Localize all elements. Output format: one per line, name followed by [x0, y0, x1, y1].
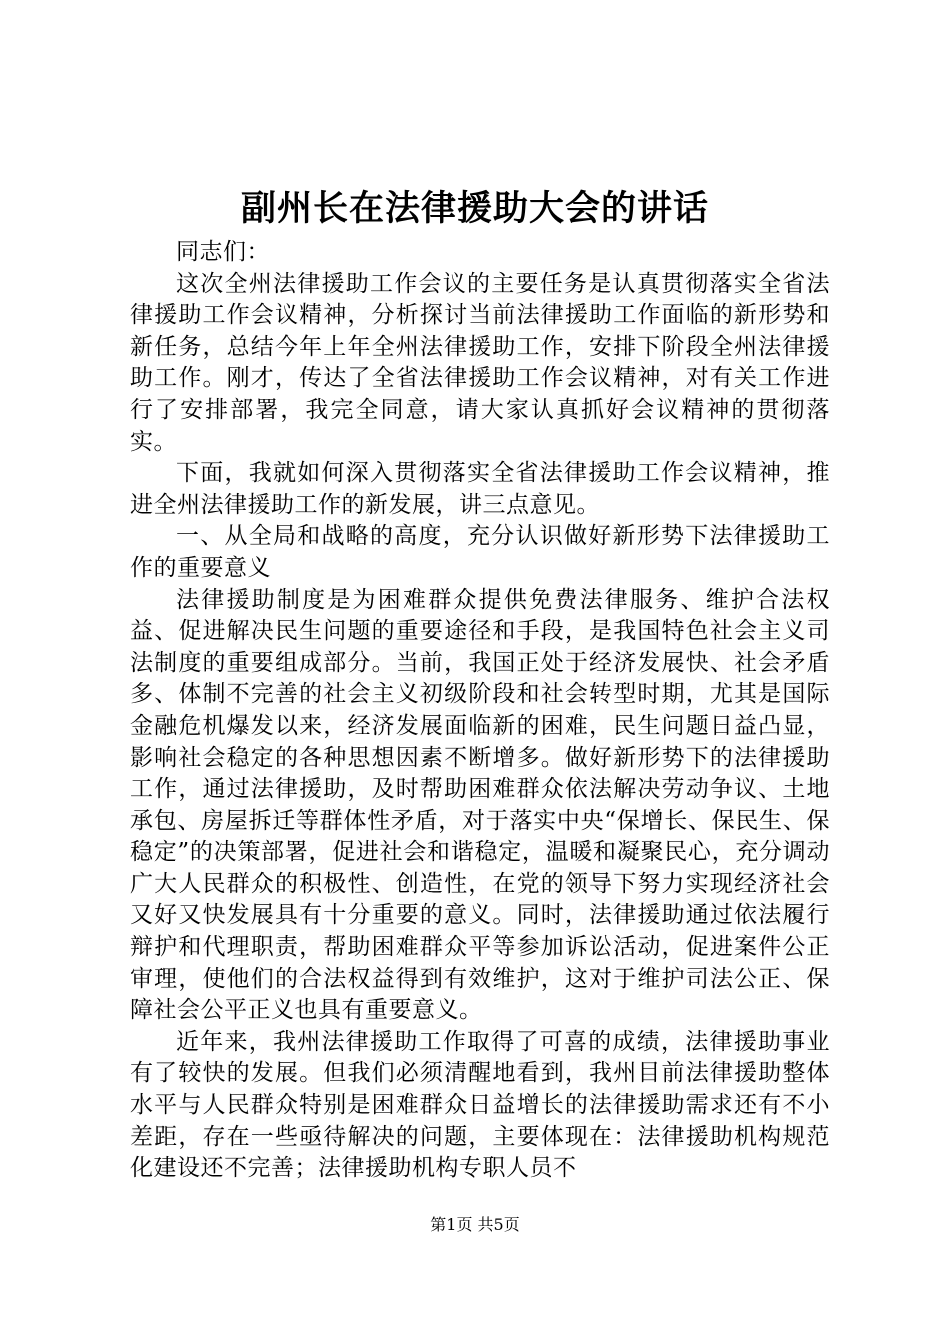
document-title: 副州长在法律援助大会的讲话 [240, 188, 709, 229]
document-body [130, 237, 830, 1185]
body-paragraph: 法律援助制度是为困难群众提供免费法律服务、维护合法权益、促进解决民生问题的重要途径和手段，是我国特色社会主义司法制度的重要组成部分。当前，我国正处于经济发展快、社会矛盾多、体制不完善的社会主义初级阶段和社会转型时期，尤其是国际金融危机爆发以来，经济发展面临新的困难，民生问题日益凸显，影响社会稳定的各种思想因素不断增多。做好新形势下的法律援助工作，通过法律援助，及时帮助困难群众依法解决劳动争议、土地承包、房屋拆迁等群体性矛盾，对于落实中央“保增长、保民生、保稳定”的决策部署，促进社会和谐稳定，温暖和凝聚民心，充分调动广大人民群众的积极性、创造性，在党的领导下努力实现经济社会又好又快发展具有十分重要的意义。同时，法律援助通过依法履行辩护和代理职责，帮助困难群众平等参加诉讼活动，促进案件公正审理，使他们的合法权益得到有效维护，这对于维护司法公正、保障社会公平正义也具有重要意义。 [130, 586, 830, 1024]
page-number-footer: 第1页 共5页 [430, 1215, 520, 1234]
body-paragraph: 下面，我就如何深入贯彻落实全省法律援助工作会议精神，推进全州法律援助工作的新发展，讲三点意见。 [130, 460, 830, 518]
section-heading: 一、从全局和战略的高度，充分认识做好新形势下法律援助工作的重要意义 [130, 523, 830, 581]
body-paragraph: 近年来，我州法律援助工作取得了可喜的成绩，法律援助事业有了较快的发展。但我们必须清醒地看到，我州目前法律援助整体水平与人民群众特别是困难群众日益增长的法律援助需求还有不小差距，存在一些亟待解决的问题，主要体现在：法律援助机构规范化建设还不完善；法律援助机构专职人员不 [130, 1028, 830, 1182]
salutation-paragraph: 同志们： [176, 239, 270, 265]
body-paragraph: 这次全州法律援助工作会议的主要任务是认真贯彻落实全省法律援助工作会议精神，分析探讨当前法律援助工作面临的新形势和新任务，总结今年上年全州法律援助工作，安排下阶段全州法律援助工作。刚才，传达了全省法律援助工作会议精神，对有关工作进行了安排部署，我完全同意，请大家认真抓好会议精神的贯彻落实。 [130, 270, 830, 455]
